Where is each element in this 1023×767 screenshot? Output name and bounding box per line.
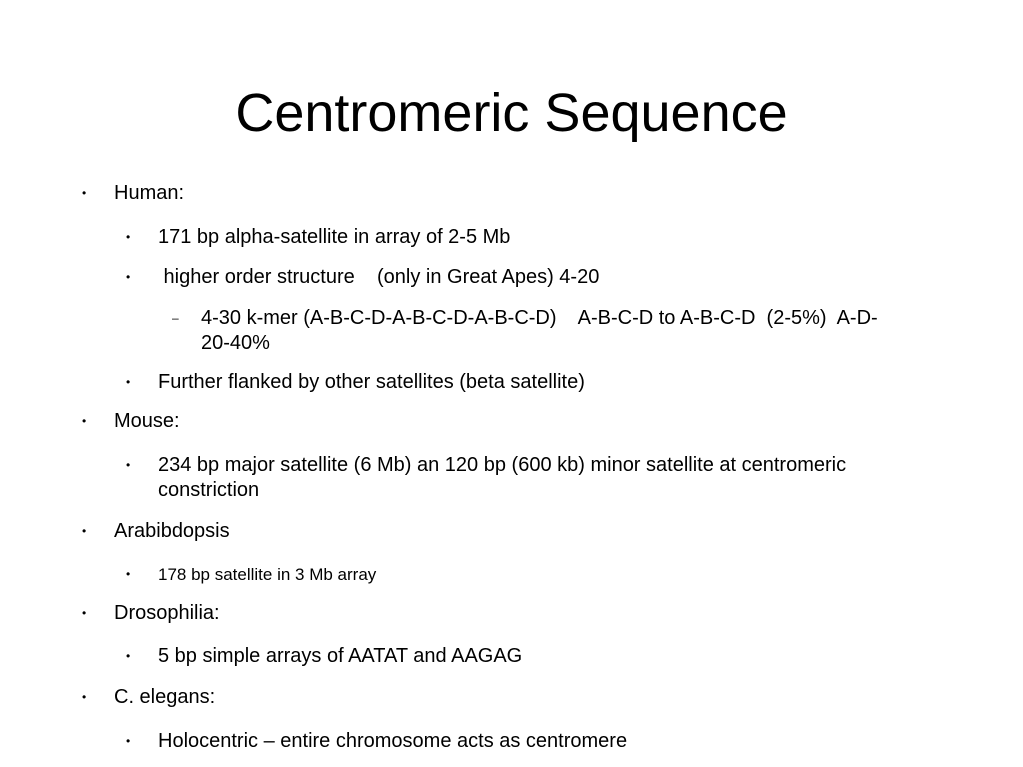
bullet-icon: • [82, 690, 87, 704]
bullet-icon: • [126, 567, 131, 581]
human-item-alpha-satellite: 171 bp alpha-satellite in array of 2-5 Mb [158, 226, 511, 248]
bullet-icon: • [126, 734, 131, 748]
drosophila-item: 5 bp simple arrays of AATAT and AAGAG [158, 645, 523, 667]
topic-drosophila: Drosophilia: [114, 602, 220, 624]
bullet-icon: • [126, 375, 131, 389]
mouse-item-line2: constriction [158, 479, 260, 501]
human-item-higher-order: higher order structure (only in Great Apes) 4-20 [158, 266, 600, 288]
dash-icon: – [172, 311, 179, 325]
topic-arabidopsis: Arabibdopsis [114, 520, 230, 542]
bullet-icon: • [126, 230, 131, 244]
bullet-icon: • [126, 649, 131, 663]
topic-celegans: C. elegans: [114, 686, 216, 708]
topic-mouse: Mouse: [114, 410, 180, 432]
human-subitem-kmer-line1: 4-30 k-mer (A-B-C-D-A-B-C-D-A-B-C-D) A-B-C-D to A-B-C-D (2-5%) A-D- [201, 307, 878, 329]
bullet-icon: • [126, 270, 131, 284]
bullet-icon: • [82, 414, 87, 428]
bullet-icon: • [126, 458, 131, 472]
human-subitem-kmer-line2: 20-40% [201, 332, 270, 354]
human-item-flanked: Further flanked by other satellites (beta satellite) [158, 371, 585, 393]
bullet-icon: • [82, 524, 87, 538]
slide-title: Centromeric Sequence [235, 83, 788, 143]
mouse-item-line1: 234 bp major satellite (6 Mb) an 120 bp (600 kb) minor satellite at centromeric [158, 454, 847, 476]
arabidopsis-item: 178 bp satellite in 3 Mb array [158, 565, 377, 584]
topic-human: Human: [114, 182, 185, 204]
celegans-item: Holocentric – entire chromosome acts as centromere [158, 730, 628, 752]
bullet-icon: • [82, 606, 87, 620]
bullet-icon: • [82, 186, 87, 200]
